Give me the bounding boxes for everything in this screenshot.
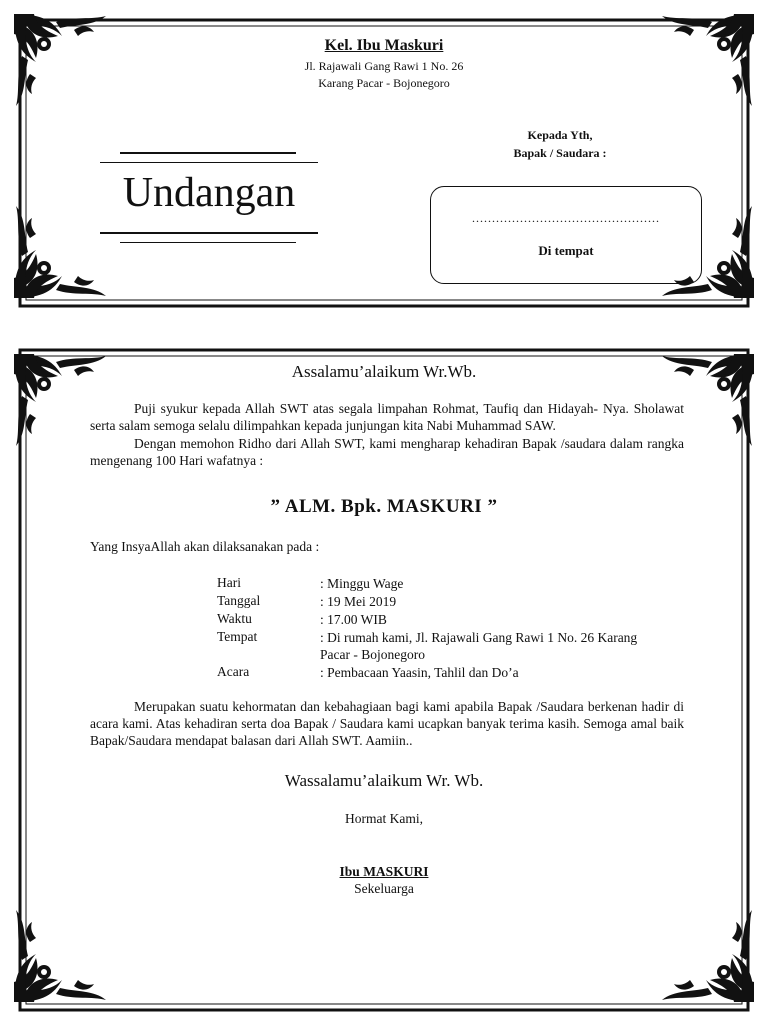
event-intro: Yang InsyaAllah akan dilaksanakan pada : bbox=[90, 539, 320, 554]
title-rule-top bbox=[120, 152, 296, 154]
opening-paragraph-text: Puji syukur kepada Allah SWT atas segala limpahan Rohmat, Taufiq dan Hidayah- Nya. Sholawat serta salam semoga selalu dilimpahkan kepada junjungan kita Nabi Muhammad SAW. bbox=[90, 401, 684, 433]
signer-family: Sekeluarga bbox=[354, 881, 414, 896]
sender-address-line1: Jl. Rajawali Gang Rawi 1 No. 26 bbox=[304, 59, 464, 73]
title-block bbox=[100, 150, 318, 246]
sender-name: Kel. Ibu Maskuri bbox=[324, 37, 444, 54]
corner-ornament-bottom-left bbox=[14, 910, 106, 1002]
recipient-salutation: Kepada Yth, bbox=[527, 128, 593, 142]
detail-value-program: : Pembacaan Yaasin, Tahlil dan Do’a bbox=[320, 665, 519, 680]
detail-value-date: : 19 Mei 2019 bbox=[320, 594, 397, 609]
deceased-name: ” ALM. Bpk. MASKURI ” bbox=[270, 496, 498, 517]
recipient-address-dots: ............................................... bbox=[472, 211, 660, 225]
invitation-title: Undangan bbox=[122, 170, 296, 216]
detail-label-program: Acara bbox=[217, 664, 250, 679]
detail-label-time: Waktu bbox=[217, 611, 252, 626]
regards: Hormat Kami, bbox=[345, 811, 423, 826]
greeting: Assalamu’alaikum Wr.Wb. bbox=[291, 362, 477, 381]
letter-panel bbox=[0, 340, 768, 1024]
envelope-panel bbox=[0, 0, 768, 326]
detail-label-day: Hari bbox=[217, 575, 241, 590]
sender-address-line2: Karang Pacar - Bojonegoro bbox=[318, 76, 450, 90]
corner-ornament-bottom-right bbox=[662, 910, 754, 1002]
title-rule-bottom-thin bbox=[120, 242, 296, 243]
request-paragraph bbox=[90, 435, 684, 469]
closing-greeting: Wassalamu’alaikum Wr. Wb. bbox=[284, 771, 484, 790]
recipient-label: Bapak / Saudara : bbox=[513, 146, 607, 160]
request-paragraph-text: Dengan memohon Ridho dari Allah SWT, kami mengharap kehadiran Bapak /saudara dalam rangka mengenang 100 Hari wafatnya : bbox=[90, 436, 684, 468]
title-rule-top-thin bbox=[100, 162, 318, 163]
detail-value-day: : Minggu Wage bbox=[320, 576, 404, 591]
closing-paragraph bbox=[90, 698, 684, 749]
closing-paragraph-text: Merupakan suatu kehormatan dan kebahagiaan bagi kami apabila Bapak /Saudara berkenan hadir di acara kami. Atas kehadiran serta doa Bapak / Saudara kami ucapkan banyak terima kasih. Semoga amal baik Bapak/Saudara mendapat balasan dari Allah SWT. Aamiin.. bbox=[90, 699, 684, 748]
detail-value-place: : Di rumah kami, Jl. Rajawali Gang Rawi 1 No. 26 Karang Pacar - Bojonegoro bbox=[320, 630, 638, 662]
recipient-address-box bbox=[430, 186, 702, 284]
opening-paragraph bbox=[90, 400, 684, 434]
detail-label-place: Tempat bbox=[217, 629, 258, 644]
signer-name: Ibu MASKURI bbox=[339, 864, 429, 879]
recipient-place: Di tempat bbox=[538, 243, 594, 258]
detail-label-date: Tanggal bbox=[217, 593, 261, 608]
detail-value-time: : 17.00 WIB bbox=[320, 612, 387, 627]
corner-ornament-bottom-left bbox=[14, 206, 106, 298]
title-rule-bottom bbox=[100, 232, 318, 234]
